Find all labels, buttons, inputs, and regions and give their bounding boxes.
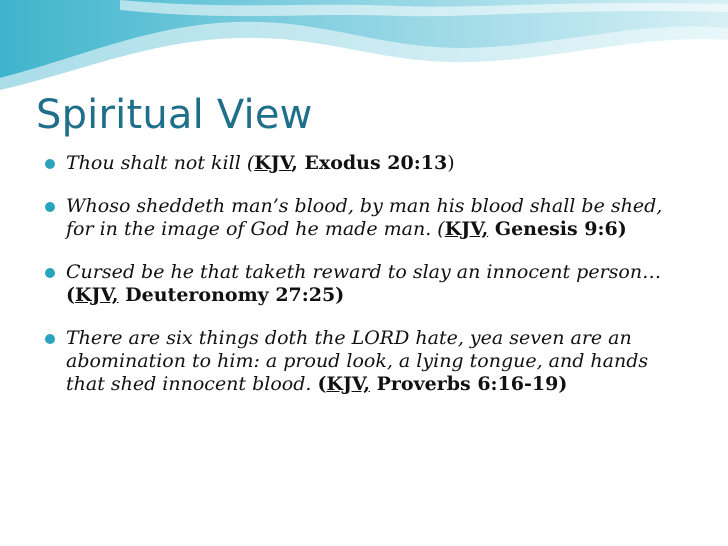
bullet-item bbox=[44, 261, 674, 307]
bullet-item bbox=[44, 195, 674, 241]
bullet-ref-rest: Deuteronomy 27:25) bbox=[118, 284, 345, 306]
bullet-ref-rest: , Exodus 20:13 bbox=[291, 152, 448, 174]
bullet-list bbox=[44, 152, 674, 396]
bullet-text: There are six things doth the LORD hate, yea seven are an abomination to him: a proud look, a lying tongue, and hands that shed innocent blood. bbox=[66, 327, 649, 395]
bullet-ref-rest: Genesis 9:6) bbox=[488, 218, 627, 240]
bullet-ref-kjv: KJV, bbox=[326, 373, 370, 395]
bullet-ref-kjv: KJV, bbox=[444, 218, 489, 240]
bullet-item bbox=[44, 152, 674, 175]
bullet-ref-kjv: KJV, bbox=[75, 284, 119, 306]
bullet-ref-kjv: KJV bbox=[254, 152, 292, 174]
header-wave-decoration bbox=[0, 0, 728, 90]
bullet-marker-icon bbox=[44, 267, 56, 279]
bullet-ref-open: ( bbox=[317, 373, 327, 395]
bullet-text: Whoso sheddeth man’s blood, by man his blood shall be shed, for in the image of God he made man. ( bbox=[66, 195, 663, 240]
bullet-marker-icon bbox=[44, 201, 56, 213]
bullet-ref-close: ) bbox=[447, 152, 455, 174]
bullet-text: Cursed be he that taketh reward to slay an innocent person… bbox=[66, 261, 662, 283]
bullet-item bbox=[44, 327, 674, 396]
bullet-ref-open: ( bbox=[66, 284, 75, 306]
slide-title: Spiritual View bbox=[36, 92, 313, 138]
bullet-marker-icon bbox=[44, 333, 56, 345]
bullet-ref-rest: Proverbs 6:16-19) bbox=[370, 373, 568, 395]
bullet-text: Thou shalt not kill ( bbox=[66, 152, 255, 174]
bullet-marker-icon bbox=[44, 158, 56, 170]
